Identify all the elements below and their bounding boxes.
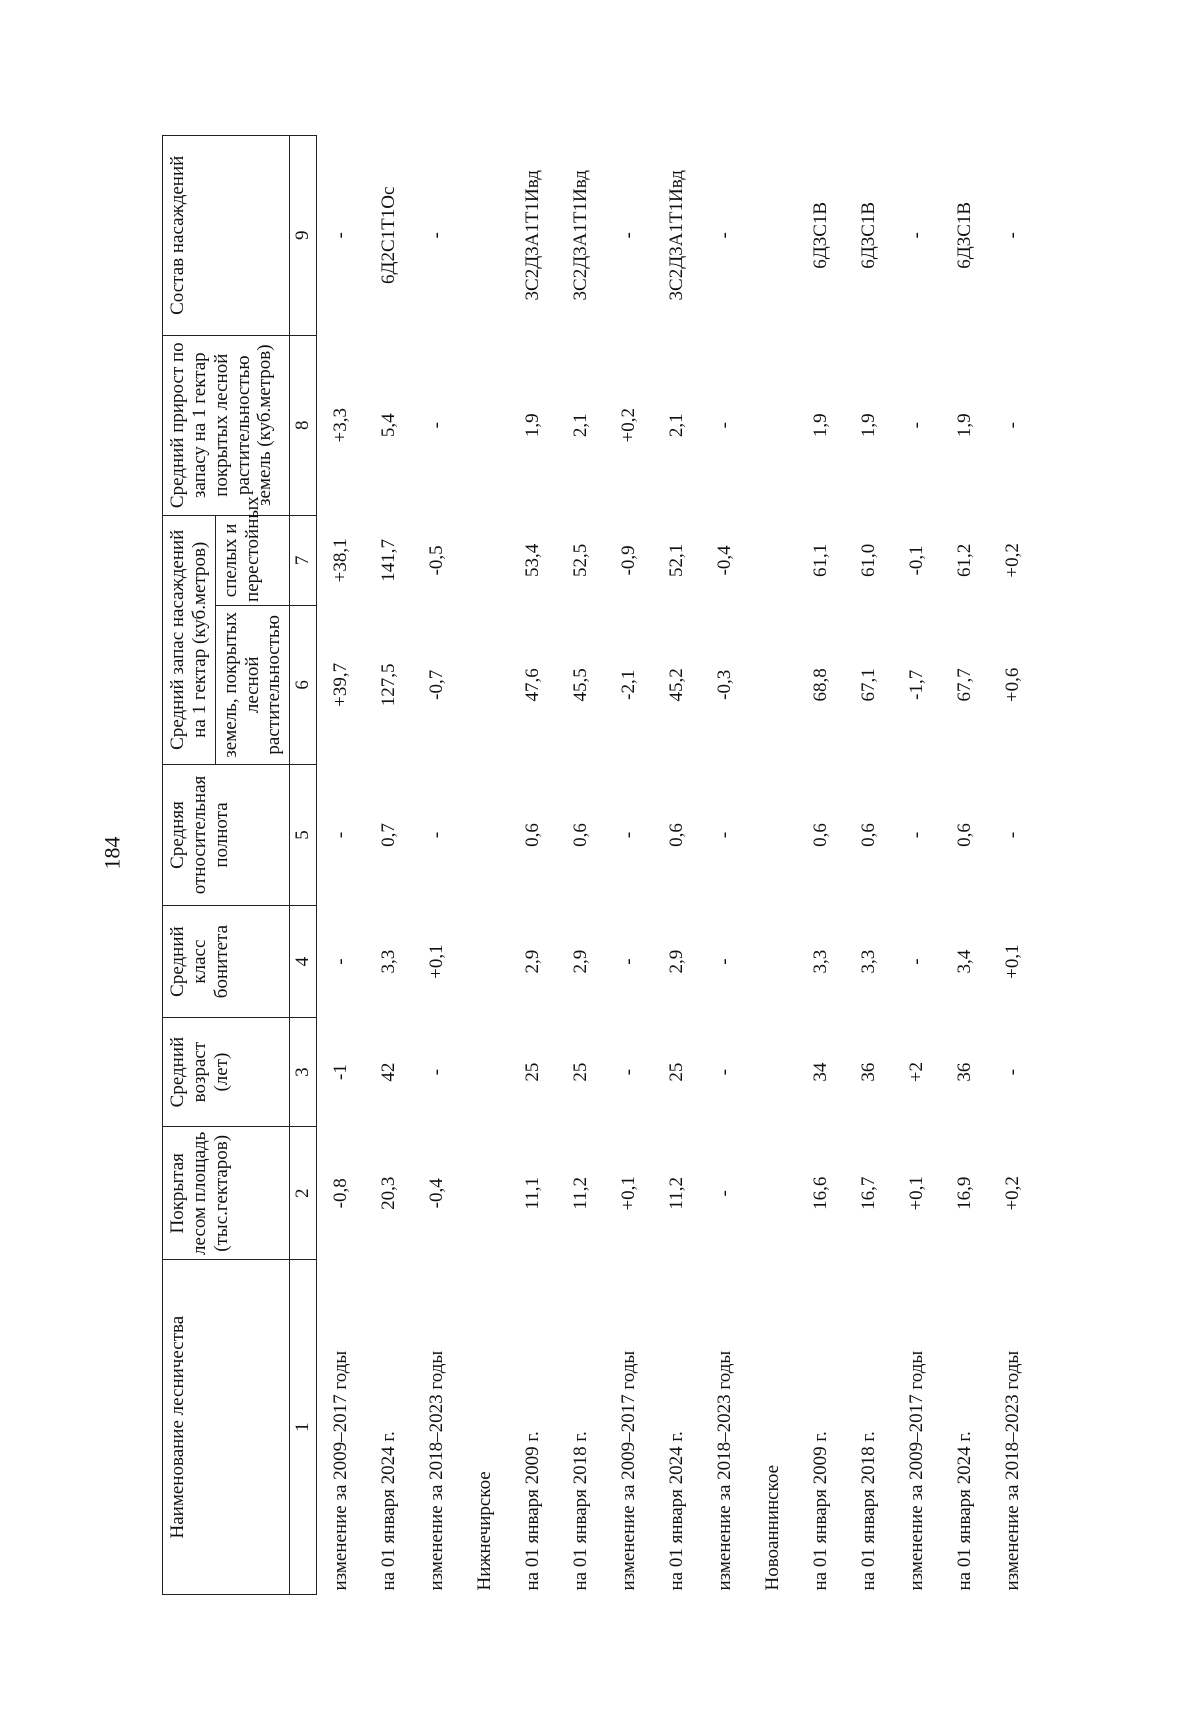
table-cell: +0,2 (1002, 543, 1024, 578)
table-cell: +0,1 (618, 1176, 640, 1211)
table-row (365, 136, 413, 1595)
column-number: 8 (290, 335, 317, 515)
row-label: на 01 января 2018 г. (858, 1431, 880, 1591)
table-cell: - (426, 831, 448, 839)
table-cell: +0,1 (906, 1176, 928, 1211)
header-forest-area: Покрытая лесом площадь (тыс.гектаров) (163, 1127, 290, 1260)
table-cell: - (618, 958, 640, 965)
table-cell: 11,2 (570, 1177, 592, 1210)
table-row (605, 136, 653, 1595)
table-cell: 141,7 (378, 539, 400, 582)
table-cell: -0,4 (714, 545, 736, 576)
table-cell: 3С2Д3А1Т1Ивд (666, 170, 688, 301)
table-cell: +0,1 (426, 944, 448, 979)
table-cell: 3,4 (954, 949, 976, 974)
header-bonitet-class: Средний класс бонитета (163, 906, 290, 1018)
table-cell: 67,1 (858, 668, 880, 702)
table-cell: 3С2Д3А1Т1Ивд (522, 170, 544, 301)
table-cell: - (1002, 422, 1024, 429)
table-cell: - (714, 831, 736, 839)
table-cell: 6Д2С1Т1Ос (378, 186, 400, 284)
table-cell: 52,1 (666, 543, 688, 577)
table-cell: 16,9 (954, 1176, 976, 1210)
table-cell: 1,9 (858, 413, 880, 438)
table-cell: +2 (906, 1061, 928, 1083)
table-cell: +0,1 (1002, 944, 1024, 979)
table-cell: - (714, 1190, 736, 1197)
table-cell: -0,4 (426, 1178, 448, 1209)
row-label: на 01 января 2024 г. (378, 1431, 400, 1591)
table-cell: - (426, 1068, 448, 1076)
table-cell: - (714, 422, 736, 429)
table-cell: - (1002, 831, 1024, 839)
table-cell: 52,5 (570, 543, 592, 577)
header-stock-covered-lands: земель, покрытых лесной растительностью (215, 605, 290, 764)
table-row (893, 136, 941, 1595)
table-cell: -0,9 (618, 545, 640, 576)
section-title: Нижнечирское (474, 1471, 496, 1591)
column-numbers-row (290, 136, 317, 1595)
table-cell: 0,6 (810, 823, 832, 847)
table-cell: 61,0 (858, 543, 880, 577)
table-row (509, 136, 557, 1595)
table-cell: 1,9 (522, 413, 544, 438)
table-cell: - (714, 1068, 736, 1076)
table-cell: - (426, 422, 448, 429)
table-cell: 45,5 (570, 668, 592, 702)
table-cell: 1,9 (810, 413, 832, 438)
table-row (413, 136, 461, 1595)
column-number: 1 (290, 1260, 317, 1595)
table-cell: 53,4 (522, 543, 544, 577)
column-number: 4 (290, 906, 317, 1018)
table-row (989, 136, 1037, 1595)
header-forestry-name: Наименование лесничества (163, 1260, 290, 1595)
row-label: на 01 января 2024 г. (666, 1431, 688, 1591)
table-cell: 0,6 (570, 823, 592, 847)
table-cell: - (1002, 232, 1024, 239)
table-cell: 0,6 (522, 823, 544, 847)
row-label: на 01 января 2024 г. (954, 1431, 976, 1591)
page-number: 184 (99, 836, 125, 870)
table-cell: 6Д3С1В (810, 201, 832, 269)
column-number: 2 (290, 1127, 317, 1260)
column-number: 3 (290, 1017, 317, 1126)
table-cell: 0,7 (378, 823, 400, 847)
table-cell: - (330, 831, 352, 839)
table-cell: 1,9 (954, 413, 976, 438)
table-cell: - (330, 958, 352, 965)
table-cell: - (330, 232, 352, 239)
row-label: изменение за 2018–2023 годы (1002, 1350, 1024, 1591)
table-cell: 5,4 (378, 413, 400, 438)
table-cell: 61,1 (810, 543, 832, 577)
table-cell: 3,3 (858, 949, 880, 974)
table-cell: 47,6 (522, 668, 544, 702)
table-cell: 45,2 (666, 668, 688, 702)
row-label: на 01 января 2018 г. (570, 1431, 592, 1591)
table-cell: 36 (954, 1062, 976, 1082)
header-composition: Состав насаждений (163, 136, 290, 336)
table-cell: 6Д3С1В (858, 201, 880, 269)
table-cell: 2,9 (666, 949, 688, 974)
table-cell: -2,1 (618, 669, 640, 700)
table-cell: 16,7 (858, 1176, 880, 1210)
column-number: 5 (290, 764, 317, 906)
table-cell: -0,7 (426, 669, 448, 700)
header-stock-mature: спелых и перестойных (215, 515, 290, 605)
table-cell: - (714, 958, 736, 965)
table-cell: 3,3 (810, 949, 832, 974)
row-label: изменение за 2018–2023 годы (426, 1350, 448, 1591)
table-cell: - (714, 232, 736, 239)
header-average-stock: Средний запас насаждений на 1 гектар (куб.метров) (163, 515, 216, 764)
table-cell: -0,1 (906, 545, 928, 576)
table-row (701, 136, 749, 1595)
table-cell: - (618, 1068, 640, 1076)
row-label: изменение за 2009–2017 годы (618, 1350, 640, 1591)
table-cell: 2,1 (666, 413, 688, 438)
table-cell: 127,5 (378, 663, 400, 707)
row-label: изменение за 2018–2023 годы (714, 1350, 736, 1591)
table-cell: -1 (330, 1064, 352, 1080)
table-cell: -1,7 (906, 669, 928, 700)
table-cell: -0,3 (714, 669, 736, 700)
table-cell: 2,9 (570, 949, 592, 974)
table-cell: - (906, 232, 928, 239)
table-cell: 16,6 (810, 1176, 832, 1210)
table-row (845, 136, 893, 1595)
table-cell: +0,2 (1002, 1176, 1024, 1211)
table-cell: 61,2 (954, 543, 976, 577)
table-cell: 25 (666, 1062, 688, 1082)
header-average-age: Средний возраст (лет) (163, 1017, 290, 1126)
table-header (163, 136, 317, 1595)
section-title: Новоаннинское (762, 1464, 784, 1591)
section-row (461, 136, 509, 1595)
table-cell: 0,6 (666, 823, 688, 847)
table-cell: - (618, 831, 640, 839)
table-row (557, 136, 605, 1595)
table-cell: 11,1 (522, 1177, 544, 1210)
row-label: на 01 января 2009 г. (522, 1431, 544, 1591)
table-cell: +3,3 (330, 407, 352, 443)
table-cell: 20,3 (378, 1176, 400, 1210)
column-number: 9 (290, 136, 317, 336)
table-cell: 68,8 (810, 668, 832, 702)
table-cell: 25 (522, 1062, 544, 1082)
column-number: 7 (290, 515, 317, 605)
table-cell: - (906, 422, 928, 429)
table-cell: 2,1 (570, 413, 592, 438)
table-cell: 67,7 (954, 668, 976, 702)
table-cell: 3,3 (378, 949, 400, 974)
table-row (941, 136, 989, 1595)
column-number: 6 (290, 605, 317, 764)
table-cell: - (618, 232, 640, 239)
table-cell: -0,5 (426, 545, 448, 576)
table-row (317, 136, 366, 1595)
table-cell: -0,8 (330, 1178, 352, 1209)
table-cell: - (906, 831, 928, 839)
table-cell: 0,6 (858, 823, 880, 847)
row-label: на 01 января 2009 г. (810, 1431, 832, 1591)
table-cell: +0,2 (618, 407, 640, 443)
table-cell: 25 (570, 1062, 592, 1082)
section-row (749, 136, 797, 1595)
table-cell: 0,6 (954, 823, 976, 847)
table-cell: - (426, 232, 448, 239)
row-label: изменение за 2009–2017 годы (906, 1350, 928, 1591)
table-cell: 42 (378, 1062, 400, 1082)
table-cell: 36 (858, 1062, 880, 1082)
table-row (797, 136, 845, 1595)
table-cell: - (906, 958, 928, 965)
table-cell: 6Д3С1В (954, 201, 976, 269)
table-cell: - (1002, 1068, 1024, 1076)
header-average-growth: Средний прирост по запасу на 1 гектар покрытых лесной растительностью земель (куб.метров) (163, 335, 290, 515)
table-cell: +38,1 (330, 538, 352, 583)
table-cell: 34 (810, 1062, 832, 1082)
table-cell: 2,9 (522, 949, 544, 974)
table-cell: +39,7 (330, 662, 352, 707)
header-relative-density: Средняя относительная полнота (163, 764, 290, 906)
row-label: изменение за 2009–2017 годы (330, 1350, 352, 1591)
table-row (653, 136, 701, 1595)
table-cell: +0,6 (1002, 667, 1024, 703)
table-cell: 3С2Д3А1Т1Ивд (570, 170, 592, 301)
table-body (317, 136, 1038, 1595)
forest-stats-table (162, 135, 1037, 1595)
table-cell: 11,2 (666, 1177, 688, 1210)
